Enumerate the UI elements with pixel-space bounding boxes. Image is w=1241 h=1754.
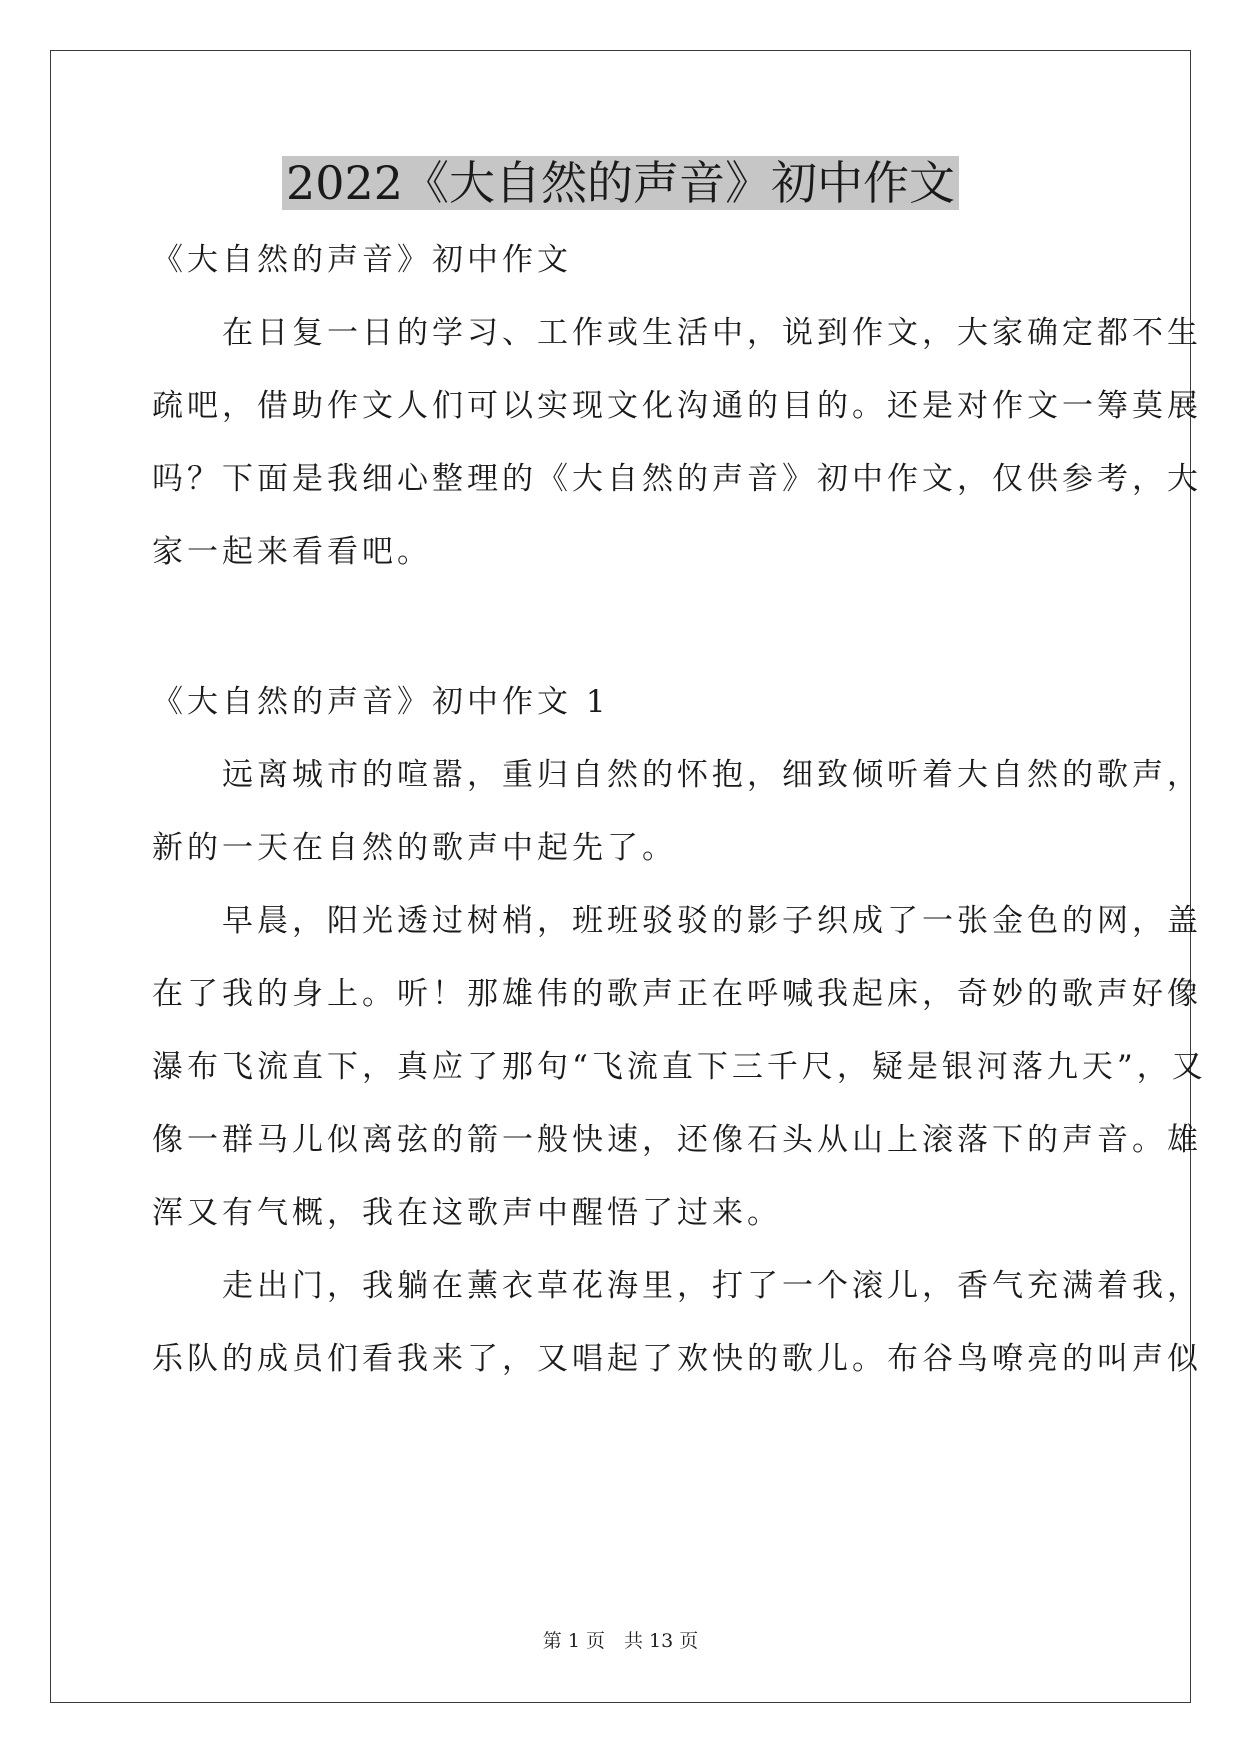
body-line: 远离城市的喧嚣，重归自然的怀抱，细致倾听着大自然的歌声，	[152, 757, 1202, 793]
body-line: 新的一天在自然的歌声中起先了。	[152, 830, 677, 866]
body-line: 像一群马儿似离弦的箭一般快速，还像石头从山上滚落下的声音。雄	[152, 1122, 1202, 1158]
body-line: 疏吧，借助作文人们可以实现文化沟通的目的。还是对作文一筹莫展	[152, 388, 1202, 424]
page-footer: 第 1 页 共 13 页	[542, 1630, 699, 1652]
body-line: 浑又有气概，我在这歌声中醒悟了过来。	[152, 1195, 782, 1231]
body-line: 吗？下面是我细心整理的《大自然的声音》初中作文，仅供参考，大	[152, 461, 1202, 497]
subtitle-line: 《大自然的声音》初中作文	[152, 242, 572, 278]
body-line: 在了我的身上。听！那雄伟的歌声正在呼喊我起床，奇妙的歌声好像	[152, 976, 1202, 1012]
body-line: 瀑布飞流直下，真应了那句“飞流直下三千尺，疑是银河落九天”，又	[152, 1049, 1207, 1085]
body-line: 走出门，我躺在薰衣草花海里，打了一个滚儿，香气充满着我，	[152, 1268, 1202, 1304]
body-line: 乐队的成员们看我来了，又唱起了欢快的歌儿。布谷鸟嘹亮的叫声似	[152, 1341, 1202, 1377]
document-title-text: 2022《大自然的声音》初中作文	[282, 156, 959, 210]
body-line: 在日复一日的学习、工作或生活中，说到作文，大家确定都不生	[152, 315, 1202, 351]
body-line: 家一起来看看吧。	[152, 534, 432, 570]
document-title	[0, 150, 1241, 216]
section-heading: 《大自然的声音》初中作文 1	[152, 684, 610, 720]
page-border	[50, 50, 1207, 1703]
body-line: 早晨，阳光透过树梢，班班驳驳的影子织成了一张金色的网，盖	[152, 903, 1202, 939]
